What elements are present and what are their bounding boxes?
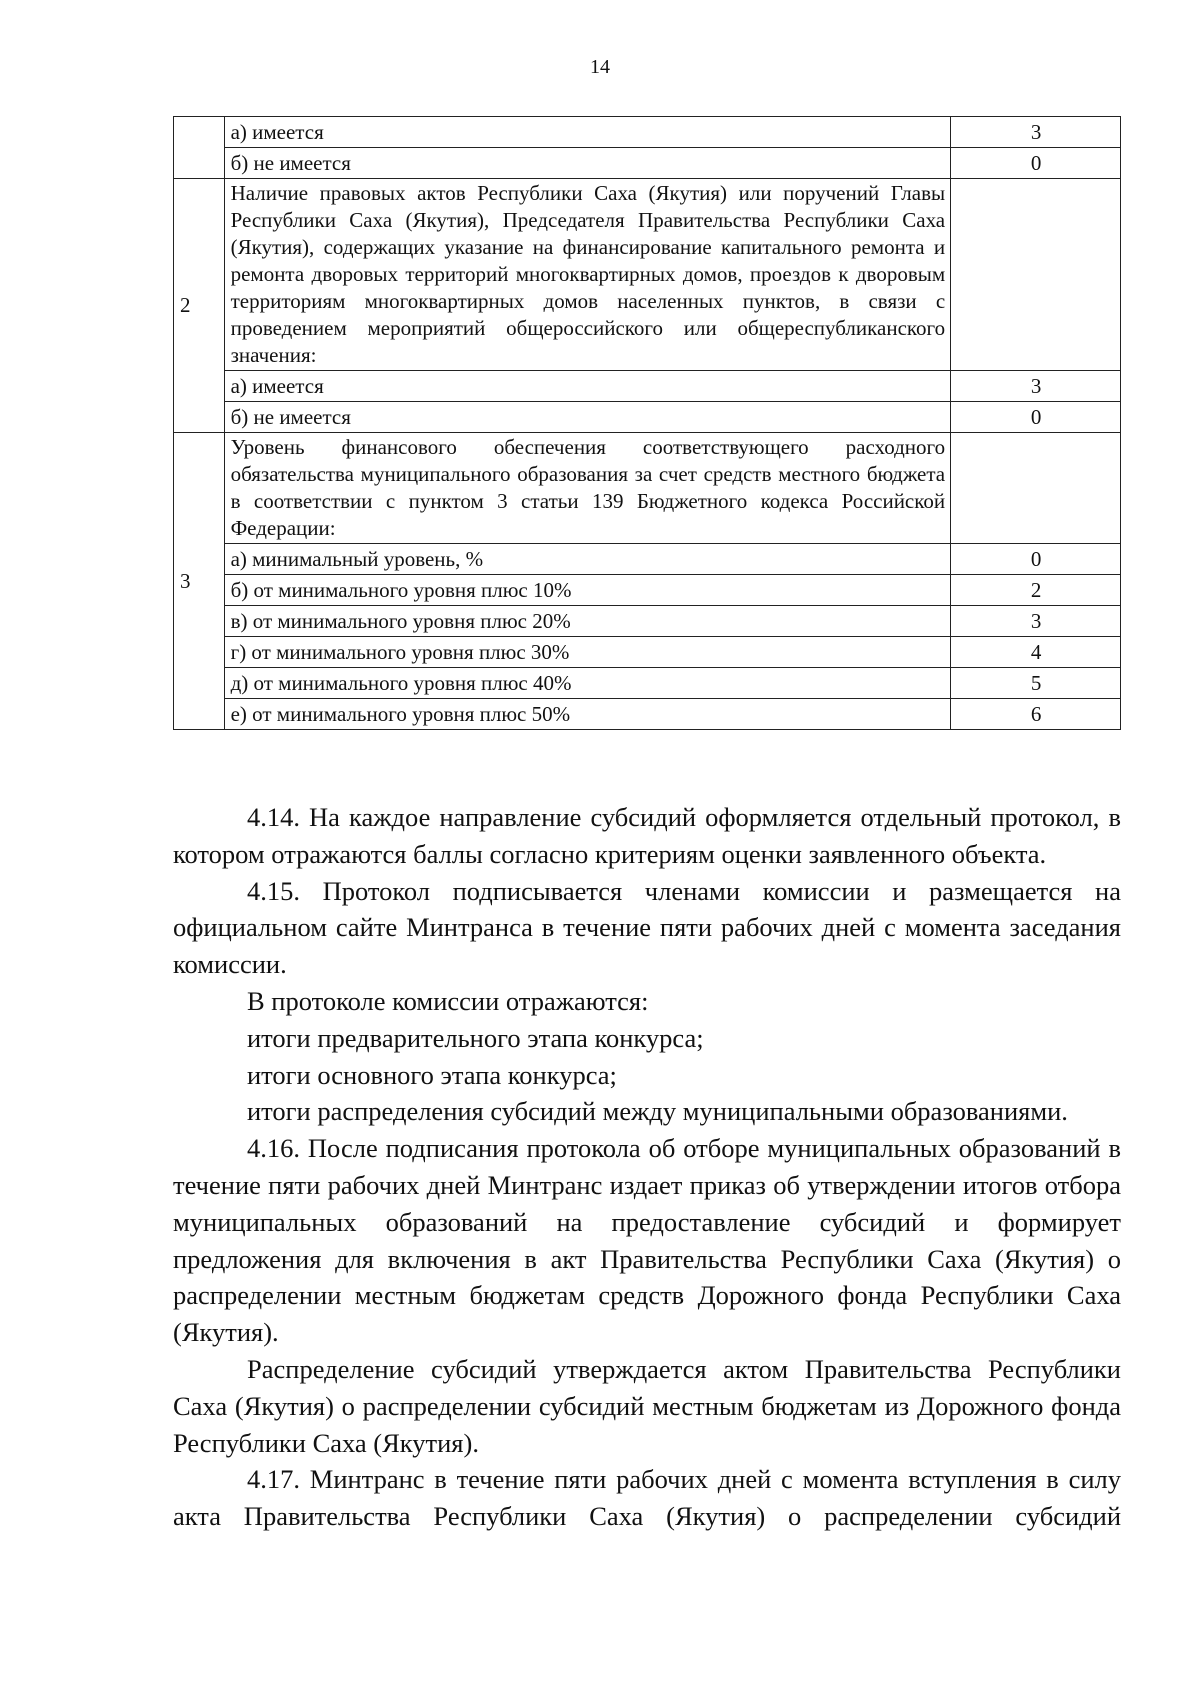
table-row <box>174 575 1121 606</box>
criterion-number: 2 <box>174 179 225 433</box>
option-label: г) от минимального уровня плюс 30% <box>224 637 951 668</box>
option-label: е) от минимального уровня плюс 50% <box>224 699 951 730</box>
option-score: 0 <box>951 544 1121 575</box>
table-row <box>174 402 1121 433</box>
criterion-number-cell <box>174 117 225 179</box>
table-row <box>174 371 1121 402</box>
document-body <box>173 799 1121 1535</box>
option-score: 3 <box>951 606 1121 637</box>
protocol-item: итоги предварительного этапа конкурса; <box>247 1022 704 1053</box>
distribution-paragraph: Распределение субсидий утверждается актом Правительства Республики Саха (Якутия) о распределении субсидий местным бюджетам из Дорожного фонда Республики Саха (Якутия). <box>173 1353 1121 1458</box>
table-row <box>174 148 1121 179</box>
option-label: а) имеется <box>224 371 951 402</box>
table-row <box>174 606 1121 637</box>
table-row <box>174 117 1121 148</box>
table-row <box>174 433 1121 544</box>
option-score: 0 <box>951 148 1121 179</box>
table-row <box>174 544 1121 575</box>
option-score: 0 <box>951 402 1121 433</box>
criteria-table <box>173 116 1121 730</box>
option-label: б) не имеется <box>224 148 951 179</box>
table-row <box>174 699 1121 730</box>
paragraph-4-15: 4.15. Протокол подписывается членами комиссии и размещается на официальном сайте Минтранса в течение пяти рабочих дней с момента заседания комиссии. <box>173 875 1121 980</box>
paragraph-4-17: 4.17. Минтранс в течение пяти рабочих дней с момента вступления в силу акта Правительства Республики Саха (Якутия) о распределении субсидий <box>173 1464 1121 1532</box>
criterion-number: 3 <box>174 433 225 730</box>
protocol-contents-intro: В протоколе комиссии отражаются: <box>247 985 649 1016</box>
table-row <box>174 668 1121 699</box>
option-label: б) не имеется <box>224 402 951 433</box>
table-row <box>174 179 1121 371</box>
option-score: 3 <box>951 371 1121 402</box>
option-score: 4 <box>951 637 1121 668</box>
option-score: 2 <box>951 575 1121 606</box>
paragraph-4-14: 4.14. На каждое направление субсидий оформляется отдельный протокол, в котором отражаются баллы согласно критериям оценки заявленного объекта. <box>173 802 1121 869</box>
option-label: а) имеется <box>224 117 951 148</box>
option-label: д) от минимального уровня плюс 40% <box>224 668 951 699</box>
option-label: в) от минимального уровня плюс 20% <box>224 606 951 637</box>
page-number: 14 <box>590 56 610 78</box>
option-score: 6 <box>951 699 1121 730</box>
paragraph-4-16: 4.16. После подписания протокола об отборе муниципальных образований в течение пяти рабочих дней Минтранс издает приказ об утверждении итогов отбора муниципальных образований на предоставление субсидий и формирует предложения для включения в акт Правительства Республики Саха (Якутия) о распределении местным бюджетам средств Дорожного фонда Республики Саха (Якутия). <box>173 1133 1121 1348</box>
empty-score-cell <box>951 433 1121 544</box>
criterion-description: Наличие правовых актов Республики Саха (Якутия) или поручений Главы Республики Саха (Якутия), Председателя Правительства Республики Саха (Якутия), содержащих указание на финансирование капитального ремонта и ремонта дворовых территорий многоквартирных домов, проездов к дворовым территориям многоквартирных домов населенных пунктов, в связи с проведением мероприятий общероссийского или общереспубликанского значения: <box>224 179 951 371</box>
option-score: 3 <box>951 117 1121 148</box>
option-score: 5 <box>951 668 1121 699</box>
option-label: б) от минимального уровня плюс 10% <box>224 575 951 606</box>
protocol-item: итоги основного этапа конкурса; <box>247 1059 617 1090</box>
criterion-description: Уровень финансового обеспечения соответствующего расходного обязательства муниципального образования за счет средств местного бюджета в соответствии с пунктом 3 статьи 139 Бюджетного кодекса Российской Федерации: <box>224 433 951 544</box>
table-row <box>174 637 1121 668</box>
option-label: а) минимальный уровень, % <box>224 544 951 575</box>
protocol-item: итоги распределения субсидий между муниципальными образованиями. <box>247 1096 1068 1127</box>
empty-score-cell <box>951 179 1121 371</box>
